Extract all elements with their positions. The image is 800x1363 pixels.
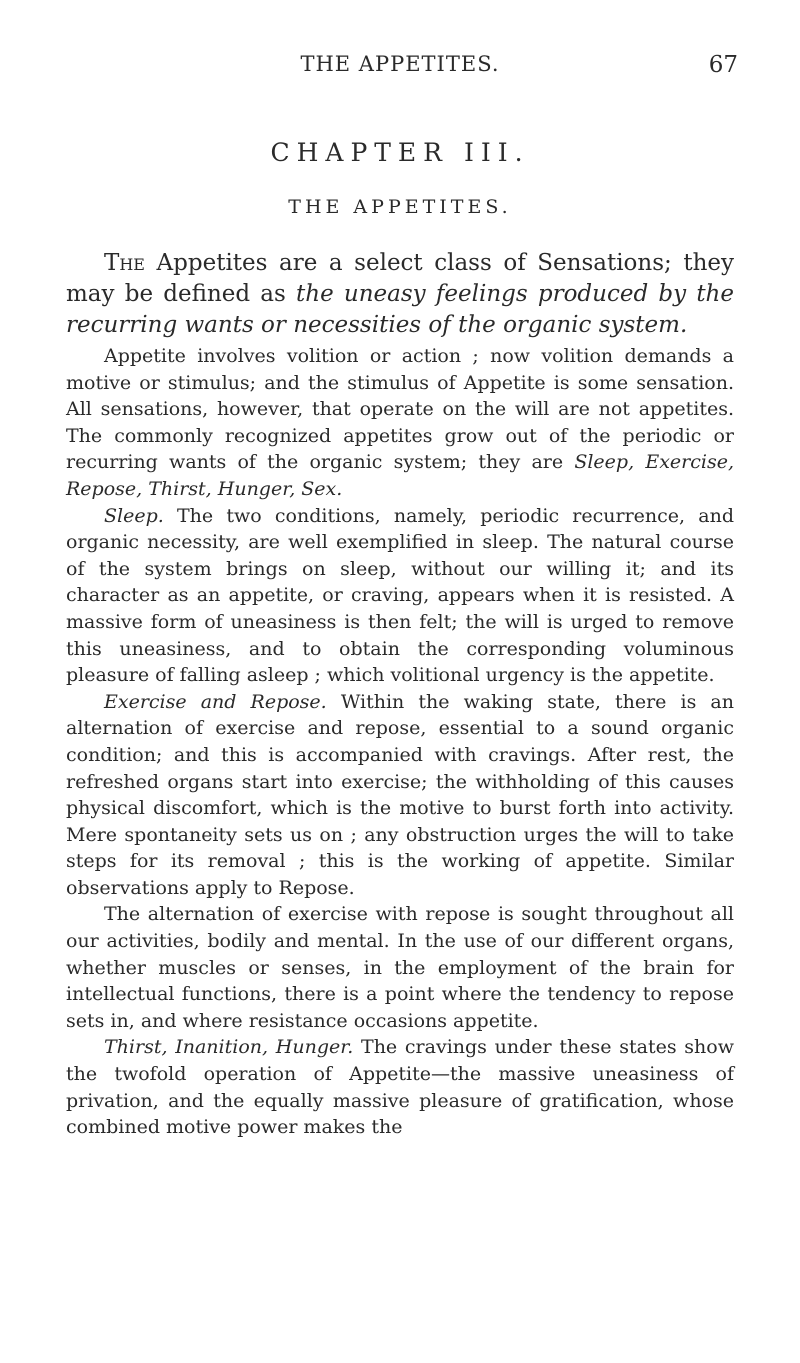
section-label-sleep: Sleep. bbox=[104, 504, 164, 527]
appetites-list: Sleep, Exercise, Repose, Thirst, Hunger, Sex. bbox=[66, 451, 734, 500]
chapter-heading: CHAPTER III. bbox=[270, 138, 530, 167]
body-text bbox=[66, 248, 734, 1141]
page-number: 67 bbox=[708, 52, 738, 78]
paragraph-text: The two conditions, namely, periodic recurrence, and organic necessity, are well exemplified in sleep. The natural course of the system brings on sleep, without our willing it; and its character as an appetite, or craving, appears when it is resisted. A massive form of uneasiness is then felt; the will is urged to remove this uneasiness, and to obtain the corresponding voluminous pleasure of falling asleep ; which volitional urgency is the appetite. bbox=[66, 504, 734, 687]
section-label-thirst-hunger: Thirst, Inanition, Hunger. bbox=[104, 1036, 354, 1059]
paragraph-text: Appetites are a select class of Sensations; they may be defined as bbox=[66, 250, 734, 307]
paragraph-text: The cravings under these states show the twofold operation of Appetite—the massive uneasiness of privation, and the equally massive pleasure of gratification, whose combined motive power makes the bbox=[66, 1036, 734, 1139]
paragraph-alternation bbox=[66, 901, 734, 1034]
paragraph-sleep bbox=[66, 503, 734, 689]
lead-word: The bbox=[104, 250, 145, 276]
paragraph-text: Within the waking state, there is an alternation of exercise and repose, essential to a sound organic condition; and this is accompanied with cravings. After rest, the refreshed organs start into exercise; the withholding of this causes physical discomfort, which is the motive to burst forth into activity. Mere spontaneity sets us on ; any obstruction urges the will to take steps for its removal ; this is the working of appetite. Similar observations apply to Repose. bbox=[66, 690, 734, 899]
paragraph-text: The alternation of exercise with repose is sought throughout all our activities, bodily and mental. In the use of our different organs, whether muscles or senses, in the employment of the brain for intellectual functions, there is a point where the tendency to repose sets in, and where resistance occasions appetite. bbox=[66, 903, 734, 1032]
paragraph-volition bbox=[66, 343, 734, 503]
running-title: THE APPETITES. bbox=[300, 52, 500, 76]
section-label-exercise-repose: Exercise and Repose. bbox=[104, 690, 327, 713]
running-head bbox=[0, 52, 800, 92]
chapter-title: THE APPETITES. bbox=[288, 196, 512, 218]
paragraph-text: Appetite involves volition or action ; now volition demands a motive or stimulus; and the stimulus of Appetite is some sensation. All sensations, however, that operate on the will are not appetites. The commonly recognized appetites grow out of the periodic or recurring wants of the organic system; they are bbox=[66, 345, 734, 474]
paragraph-exercise-repose bbox=[66, 689, 734, 902]
definition-text: the uneasy feelings produced by the recurring wants or necessities of the organic system. bbox=[66, 281, 734, 338]
paragraph-definition bbox=[66, 248, 734, 341]
paragraph-thirst-hunger bbox=[66, 1034, 734, 1140]
